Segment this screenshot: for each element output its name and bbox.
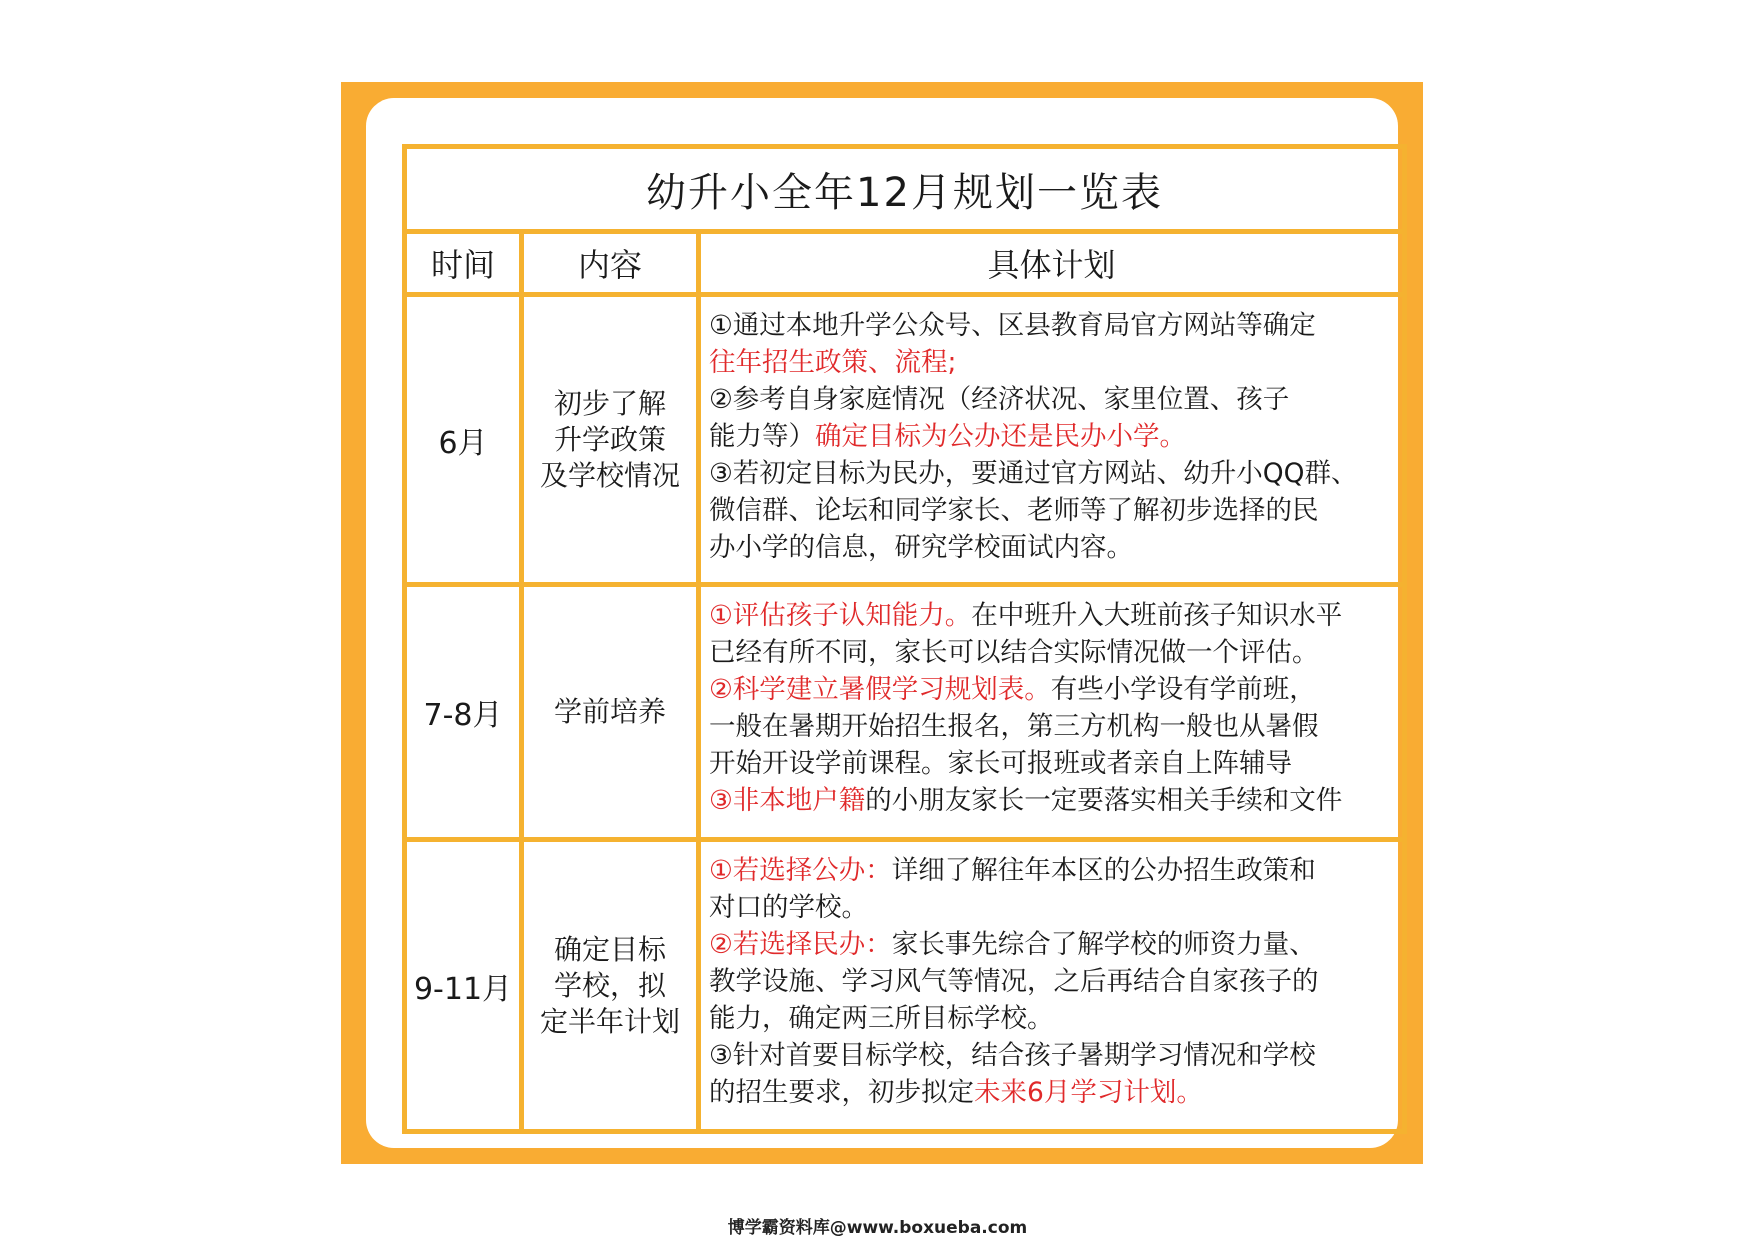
plan-text: 一般在暑期开始招生报名，第三方机构一般也从暑假	[709, 711, 1319, 742]
highlight-text: 往年招生政策、流程;	[709, 347, 957, 378]
table-row	[405, 585, 1405, 840]
plan-text: 在中班升入大班前孩子知识水平	[971, 600, 1343, 631]
plan-line	[709, 1037, 1402, 1074]
header-content: 内容	[522, 232, 699, 295]
plan-line	[709, 926, 1402, 963]
plan-line	[709, 307, 1402, 344]
footer-watermark: 博学霸资料库@www.boxueba.com	[727, 1218, 1028, 1238]
plan-line	[709, 708, 1402, 745]
plan-text: 家长事先综合了解学校的师资力量、	[891, 929, 1316, 960]
row-content	[522, 840, 699, 1132]
row-plan	[699, 840, 1405, 1132]
row-plan	[699, 295, 1405, 585]
table-row	[405, 295, 1405, 585]
plan-line	[709, 634, 1402, 671]
plan-text: 的小朋友家长一定要落实相关手续和文件	[865, 785, 1343, 816]
plan-line	[709, 492, 1402, 529]
plan-text: ①通过本地升学公众号、区县教育局官方网站等确定	[709, 310, 1316, 341]
plan-line	[709, 963, 1402, 1000]
content-line: 学前培养	[553, 695, 666, 728]
highlight-text: 确定目标为公办还是民办小学。	[815, 421, 1186, 452]
plan-line	[709, 418, 1402, 455]
row-content	[522, 295, 699, 585]
header-row	[405, 232, 1405, 295]
plan-text: 已经有所不同，家长可以结合实际情况做一个评估。	[709, 637, 1319, 668]
plan-text: ②参考自身家庭情况（经济状况、家里位置、孩子	[709, 384, 1290, 415]
plan-text: 能力，确定两三所目标学校。	[709, 1003, 1054, 1034]
table-title: 幼升小全年12月规划一览表	[405, 147, 1405, 232]
header-time: 时间	[405, 232, 522, 295]
plan-text: 有些小学设有学前班，	[1050, 674, 1316, 705]
plan-line	[709, 852, 1402, 889]
header-plan: 具体计划	[699, 232, 1405, 295]
plan-line	[709, 1074, 1402, 1111]
content-line: 升学政策	[553, 422, 666, 456]
plan-line	[709, 597, 1402, 634]
row-time: 6月	[405, 295, 522, 585]
table-row	[405, 840, 1405, 1132]
content-line: 学校，拟	[553, 968, 666, 1002]
row-plan	[699, 585, 1405, 840]
plan-text: 详细了解往年本区的公办招生政策和	[891, 855, 1316, 886]
plan-line	[709, 381, 1402, 418]
plan-line	[709, 782, 1402, 819]
highlight-text: ①评估孩子认知能力。	[709, 600, 972, 631]
highlight-text: ②若选择民办：	[709, 929, 892, 960]
highlight-text: ③非本地户籍	[709, 785, 866, 816]
plan-text: 办小学的信息，研究学校面试内容。	[709, 532, 1133, 563]
plan-line	[709, 1000, 1402, 1037]
content-line: 初步了解	[553, 386, 666, 420]
plan-table	[402, 144, 1407, 1134]
row-content	[522, 585, 699, 840]
plan-line	[709, 889, 1402, 926]
plan-text: ③针对首要目标学校，结合孩子暑期学习情况和学校	[709, 1040, 1316, 1071]
highlight-text: ①若选择公办：	[709, 855, 892, 886]
plan-line	[709, 455, 1402, 492]
plan-text: 能力等）	[709, 421, 815, 452]
white-card	[366, 98, 1398, 1148]
plan-text: 微信群、论坛和同学家长、老师等了解初步选择的民	[709, 495, 1319, 526]
plan-line	[709, 344, 1402, 381]
content-line: 定半年计划	[539, 1004, 680, 1038]
plan-text: ③若初定目标为民办，要通过官方网站、幼升小QQ群、	[709, 458, 1358, 489]
title-row	[405, 147, 1405, 232]
plan-text: 开始开设学前课程。家长可报班或者亲自上阵辅导	[709, 748, 1292, 779]
content-line: 确定目标	[553, 932, 666, 966]
plan-line	[709, 671, 1402, 708]
row-time: 9-11月	[405, 840, 522, 1132]
plan-text: 教学设施、学习风气等情况，之后再结合自家孩子的	[709, 966, 1319, 997]
highlight-text: ②科学建立暑假学习规划表。	[709, 674, 1051, 705]
plan-text: 对口的学校。	[709, 892, 868, 923]
plan-text: 的招生要求，初步拟定	[709, 1077, 974, 1108]
plan-line	[709, 529, 1402, 566]
row-time: 7-8月	[405, 585, 522, 840]
orange-frame	[341, 82, 1423, 1164]
content-line: 及学校情况	[539, 458, 680, 492]
highlight-text: 未来6月学习计划。	[974, 1077, 1203, 1108]
plan-line	[709, 745, 1402, 782]
